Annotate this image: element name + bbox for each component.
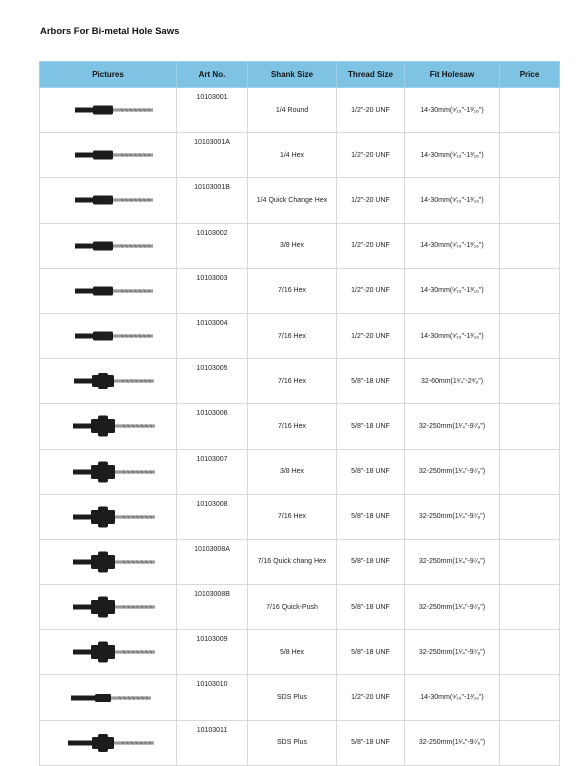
small-arbor-drill-icon: [40, 276, 176, 306]
fit-holesaw-cell: 14-30mm(⁹⁄₁₆"-1³⁄₁₆"): [405, 178, 500, 223]
price-cell: [500, 720, 560, 765]
table-body: [40, 88, 560, 766]
product-picture-cell: [40, 720, 177, 765]
fit-holesaw-cell: 32-250mm(1¹⁄₄"-9⁷⁄₈"): [405, 630, 500, 675]
fit-holesaw-cell: 32-250mm(1¹⁄₄"-9⁷⁄₈"): [405, 404, 500, 449]
large-arbor-drill-icon: [40, 411, 176, 441]
thread-size-cell: 5/8"-18 UNF: [337, 494, 405, 539]
product-picture-cell: [40, 268, 177, 313]
product-picture-cell: [40, 675, 177, 720]
large-arbor-drill-icon: [40, 457, 176, 487]
price-cell: [500, 449, 560, 494]
table-header-row: [40, 62, 560, 88]
shank-size-cell: 1/4 Round: [248, 88, 337, 133]
art-no-cell: 10103007: [177, 449, 248, 494]
thread-size-cell: 1/2"-20 UNF: [337, 88, 405, 133]
shank-size-cell: 5/8 Hex: [248, 630, 337, 675]
header-pictures: Pictures: [40, 62, 177, 88]
fit-holesaw-cell: 14-30mm(⁹⁄₁₆"-1³⁄₁₆"): [405, 675, 500, 720]
shank-size-cell: 7/16 Quick-Push: [248, 585, 337, 630]
art-no-cell: 10103001B: [177, 178, 248, 223]
product-picture-cell: [40, 494, 177, 539]
art-no-cell: 10103008: [177, 494, 248, 539]
fit-holesaw-cell: 32-250mm(1¹⁄₄"-9⁷⁄₈"): [405, 494, 500, 539]
fit-holesaw-cell: 32-250mm(1¹⁄₄"-9⁷⁄₈"): [405, 539, 500, 584]
table-row: [40, 313, 560, 358]
shank-size-cell: 7/16 Hex: [248, 268, 337, 313]
fit-holesaw-cell: 14-30mm(⁹⁄₁₆"-1³⁄₁₆"): [405, 133, 500, 178]
small-arbor-drill-icon: [40, 321, 176, 351]
table-row: [40, 720, 560, 765]
product-picture-cell: [40, 539, 177, 584]
product-picture-cell: [40, 313, 177, 358]
shank-size-cell: 7/16 Hex: [248, 313, 337, 358]
sds-arbor-drill-icon: [40, 683, 176, 713]
thread-size-cell: 5/8"-18 UNF: [337, 630, 405, 675]
table-row: [40, 449, 560, 494]
thread-size-cell: 1/2"-20 UNF: [337, 223, 405, 268]
price-cell: [500, 675, 560, 720]
price-cell: [500, 223, 560, 268]
header-price: Price: [500, 62, 560, 88]
table-row: [40, 539, 560, 584]
product-picture-cell: [40, 223, 177, 268]
shank-size-cell: SDS Plus: [248, 675, 337, 720]
price-cell: [500, 404, 560, 449]
art-no-cell: 10103005: [177, 359, 248, 404]
art-no-cell: 10103001A: [177, 133, 248, 178]
page-title: Arbors For Bi-metal Hole Saws: [40, 26, 180, 37]
table-row: [40, 494, 560, 539]
price-cell: [500, 178, 560, 223]
thread-size-cell: 5/8"-18 UNF: [337, 585, 405, 630]
shank-size-cell: 1/4 Hex: [248, 133, 337, 178]
fit-holesaw-cell: 14-30mm(⁹⁄₁₆"-1³⁄₁₆"): [405, 88, 500, 133]
large-arbor-drill-icon: [40, 637, 176, 667]
fit-holesaw-cell: 32-250mm(1¹⁄₄"-9⁷⁄₈"): [405, 585, 500, 630]
thread-size-cell: 5/8"-18 UNF: [337, 359, 405, 404]
price-cell: [500, 88, 560, 133]
price-cell: [500, 359, 560, 404]
fit-holesaw-cell: 14-30mm(⁹⁄₁₆"-1³⁄₁₆"): [405, 313, 500, 358]
medium-arbor-drill-icon: [40, 366, 176, 396]
table-row: [40, 133, 560, 178]
product-picture-cell: [40, 404, 177, 449]
table-row: [40, 630, 560, 675]
product-picture-cell: [40, 359, 177, 404]
fit-holesaw-cell: 32-250mm(1¹⁄₄"-9⁷⁄₈"): [405, 720, 500, 765]
fit-holesaw-cell: 32-250mm(1¹⁄₄"-9⁷⁄₈"): [405, 449, 500, 494]
art-no-cell: 10103006: [177, 404, 248, 449]
shank-size-cell: 7/16 Hex: [248, 494, 337, 539]
table-row: [40, 268, 560, 313]
price-cell: [500, 313, 560, 358]
table-row: [40, 88, 560, 133]
thread-size-cell: 1/2"-20 UNF: [337, 178, 405, 223]
product-picture-cell: [40, 630, 177, 675]
art-no-cell: 10103004: [177, 313, 248, 358]
header-thread-size: Thread Size: [337, 62, 405, 88]
art-no-cell: 10103003: [177, 268, 248, 313]
table-row: [40, 675, 560, 720]
small-arbor-drill-icon: [40, 140, 176, 170]
shank-size-cell: 7/16 Quick chang Hex: [248, 539, 337, 584]
shank-size-cell: 7/16 Hex: [248, 404, 337, 449]
price-cell: [500, 585, 560, 630]
table-row: [40, 404, 560, 449]
art-no-cell: 10103008A: [177, 539, 248, 584]
product-picture-cell: [40, 178, 177, 223]
header-art-no: Art No.: [177, 62, 248, 88]
thread-size-cell: 1/2"-20 UNF: [337, 313, 405, 358]
table-row: [40, 359, 560, 404]
header-fit-holesaw: Fit Holesaw: [405, 62, 500, 88]
product-picture-cell: [40, 133, 177, 178]
arbors-table: [39, 61, 560, 766]
product-picture-cell: [40, 449, 177, 494]
thread-size-cell: 1/2"-20 UNF: [337, 268, 405, 313]
fit-holesaw-cell: 14-30mm(⁹⁄₁₆"-1³⁄₁₆"): [405, 223, 500, 268]
thread-size-cell: 5/8"-18 UNF: [337, 449, 405, 494]
art-no-cell: 10103009: [177, 630, 248, 675]
product-picture-cell: [40, 88, 177, 133]
shank-size-cell: 1/4 Quick Change Hex: [248, 178, 337, 223]
shank-size-cell: 3/8 Hex: [248, 449, 337, 494]
art-no-cell: 10103002: [177, 223, 248, 268]
small-arbor-drill-icon: [40, 185, 176, 215]
art-no-cell: 10103008B: [177, 585, 248, 630]
sds-large-arbor-drill-icon: [40, 728, 176, 758]
large-arbor-drill-icon: [40, 592, 176, 622]
art-no-cell: 10103001: [177, 88, 248, 133]
fit-holesaw-cell: 32-60mm(1¹⁄₄"-2³⁄₈"): [405, 359, 500, 404]
product-picture-cell: [40, 585, 177, 630]
price-cell: [500, 133, 560, 178]
price-cell: [500, 539, 560, 584]
table-row: [40, 178, 560, 223]
table-row: [40, 223, 560, 268]
table-row: [40, 585, 560, 630]
price-cell: [500, 494, 560, 539]
thread-size-cell: 1/2"-20 UNF: [337, 675, 405, 720]
shank-size-cell: 7/16 Hex: [248, 359, 337, 404]
thread-size-cell: 1/2"-20 UNF: [337, 133, 405, 178]
thread-size-cell: 5/8"-18 UNF: [337, 404, 405, 449]
art-no-cell: 10103010: [177, 675, 248, 720]
price-cell: [500, 630, 560, 675]
small-arbor-drill-icon: [40, 231, 176, 261]
large-arbor-drill-icon: [40, 547, 176, 577]
large-arbor-drill-icon: [40, 502, 176, 532]
shank-size-cell: SDS Plus: [248, 720, 337, 765]
thread-size-cell: 5/8"-18 UNF: [337, 720, 405, 765]
shank-size-cell: 3/8 Hex: [248, 223, 337, 268]
header-shank-size: Shank Size: [248, 62, 337, 88]
price-cell: [500, 268, 560, 313]
small-arbor-drill-icon: [40, 95, 176, 125]
fit-holesaw-cell: 14-30mm(⁹⁄₁₆"-1³⁄₁₆"): [405, 268, 500, 313]
thread-size-cell: 5/8"-18 UNF: [337, 539, 405, 584]
art-no-cell: 10103011: [177, 720, 248, 765]
